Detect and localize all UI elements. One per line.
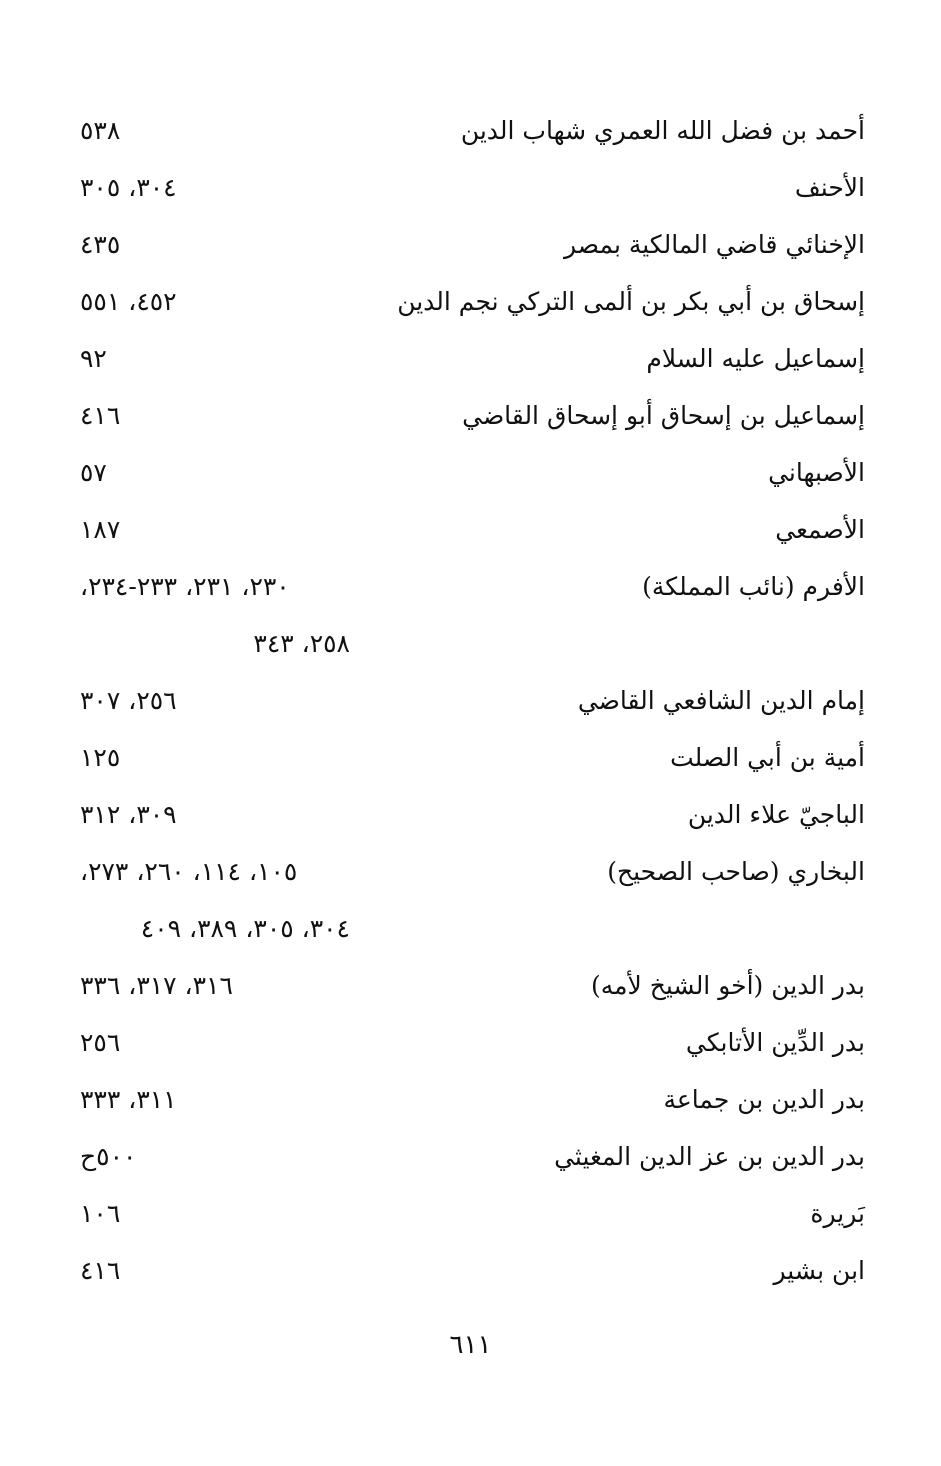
entry-name: إمام الدين الشافعي القاضي — [577, 686, 865, 715]
entry-pages: ٣١١، ٣٣٣ — [80, 1085, 177, 1114]
entry-name: بدر الدين بن جماعة — [663, 1085, 865, 1114]
index-entry-continuation — [80, 902, 865, 959]
entry-pages: ١٢٥ — [80, 743, 121, 772]
entry-pages: ٥٧ — [80, 458, 107, 487]
index-entry — [80, 503, 865, 560]
entry-name: الإخنائي قاضي المالكية بمصر — [564, 230, 865, 259]
entry-name: الأحنف — [794, 173, 865, 202]
entry-pages: ٩٢ — [80, 344, 107, 373]
entry-name: أحمد بن فضل الله العمري شهاب الدين — [460, 116, 865, 145]
index-entry — [80, 1187, 865, 1244]
index-entry — [80, 1130, 865, 1187]
index-entry — [80, 845, 865, 902]
index-entry — [80, 275, 865, 332]
entry-name: إسحاق بن أبي بكر بن ألمى التركي نجم الدين — [397, 287, 865, 316]
entry-pages: ١٠٦ — [80, 1199, 121, 1228]
entry-pages: ٢٥٦، ٣٠٧ — [80, 686, 177, 715]
page-number: ٦١١ — [449, 1330, 492, 1360]
index-entry — [80, 674, 865, 731]
entry-name: إسماعيل بن إسحاق أبو إسحاق القاضي — [462, 401, 865, 430]
entry-name: إسماعيل عليه السلام — [646, 344, 865, 373]
entry-name: بدر الدين بن عز الدين المغيثي — [554, 1142, 865, 1171]
entry-pages: ٥٠٠ح — [80, 1142, 137, 1171]
index-list — [80, 104, 865, 1301]
entry-name: بدر الدين (أخو الشيخ لأمه) — [590, 971, 865, 1000]
entry-name: بدر الدِّين الأتابكي — [685, 1028, 865, 1057]
index-entry — [80, 161, 865, 218]
entry-pages: ٣٠٤، ٣٠٥ — [80, 173, 177, 202]
index-entry — [80, 218, 865, 275]
entry-pages: ٤١٦ — [80, 1256, 121, 1285]
index-entry — [80, 731, 865, 788]
entry-pages: ٤٣٥ — [80, 230, 121, 259]
index-entry — [80, 560, 865, 617]
entry-name: ابن بشير — [773, 1256, 865, 1285]
index-entry — [80, 1016, 865, 1073]
entry-name: الأفرم (نائب المملكة) — [642, 572, 865, 601]
entry-pages: ٢٣٠، ٢٣١، ٢٣٣-٢٣٤، — [80, 572, 290, 601]
entry-pages: ١٨٧ — [80, 515, 121, 544]
index-entry — [80, 389, 865, 446]
index-entry — [80, 332, 865, 389]
entry-name: أمية بن أبي الصلت — [670, 743, 865, 772]
index-entry — [80, 104, 865, 161]
index-entry — [80, 1244, 865, 1301]
entry-pages: ٤٥٢، ٥٥١ — [80, 287, 177, 316]
entry-pages: ٥٣٨ — [80, 116, 121, 145]
entry-pages: ٤١٦ — [80, 401, 121, 430]
entry-name: الأصبهاني — [768, 458, 865, 487]
entry-pages: ٣١٦، ٣١٧، ٣٣٦ — [80, 971, 233, 1000]
entry-pages: ٣٠٤، ٣٠٥، ٣٨٩، ٤٠٩ — [140, 914, 350, 943]
entry-pages: ١٠٥، ١١٤، ٢٦٠، ٢٧٣، — [80, 857, 298, 886]
entry-name: بَريرة — [810, 1199, 865, 1228]
index-entry-continuation — [80, 617, 865, 674]
entry-pages: ٢٥٨، ٣٤٣ — [253, 629, 350, 658]
entry-name: الأصمعي — [775, 515, 865, 544]
entry-name: البخاري (صاحب الصحيح) — [607, 857, 865, 886]
index-entry — [80, 446, 865, 503]
entry-pages: ٣٠٩، ٣١٢ — [80, 800, 177, 829]
entry-pages: ٢٥٦ — [80, 1028, 121, 1057]
index-entry — [80, 788, 865, 845]
index-entry — [80, 1073, 865, 1130]
entry-name: الباجيّ علاء الدين — [687, 800, 865, 829]
index-entry — [80, 959, 865, 1016]
